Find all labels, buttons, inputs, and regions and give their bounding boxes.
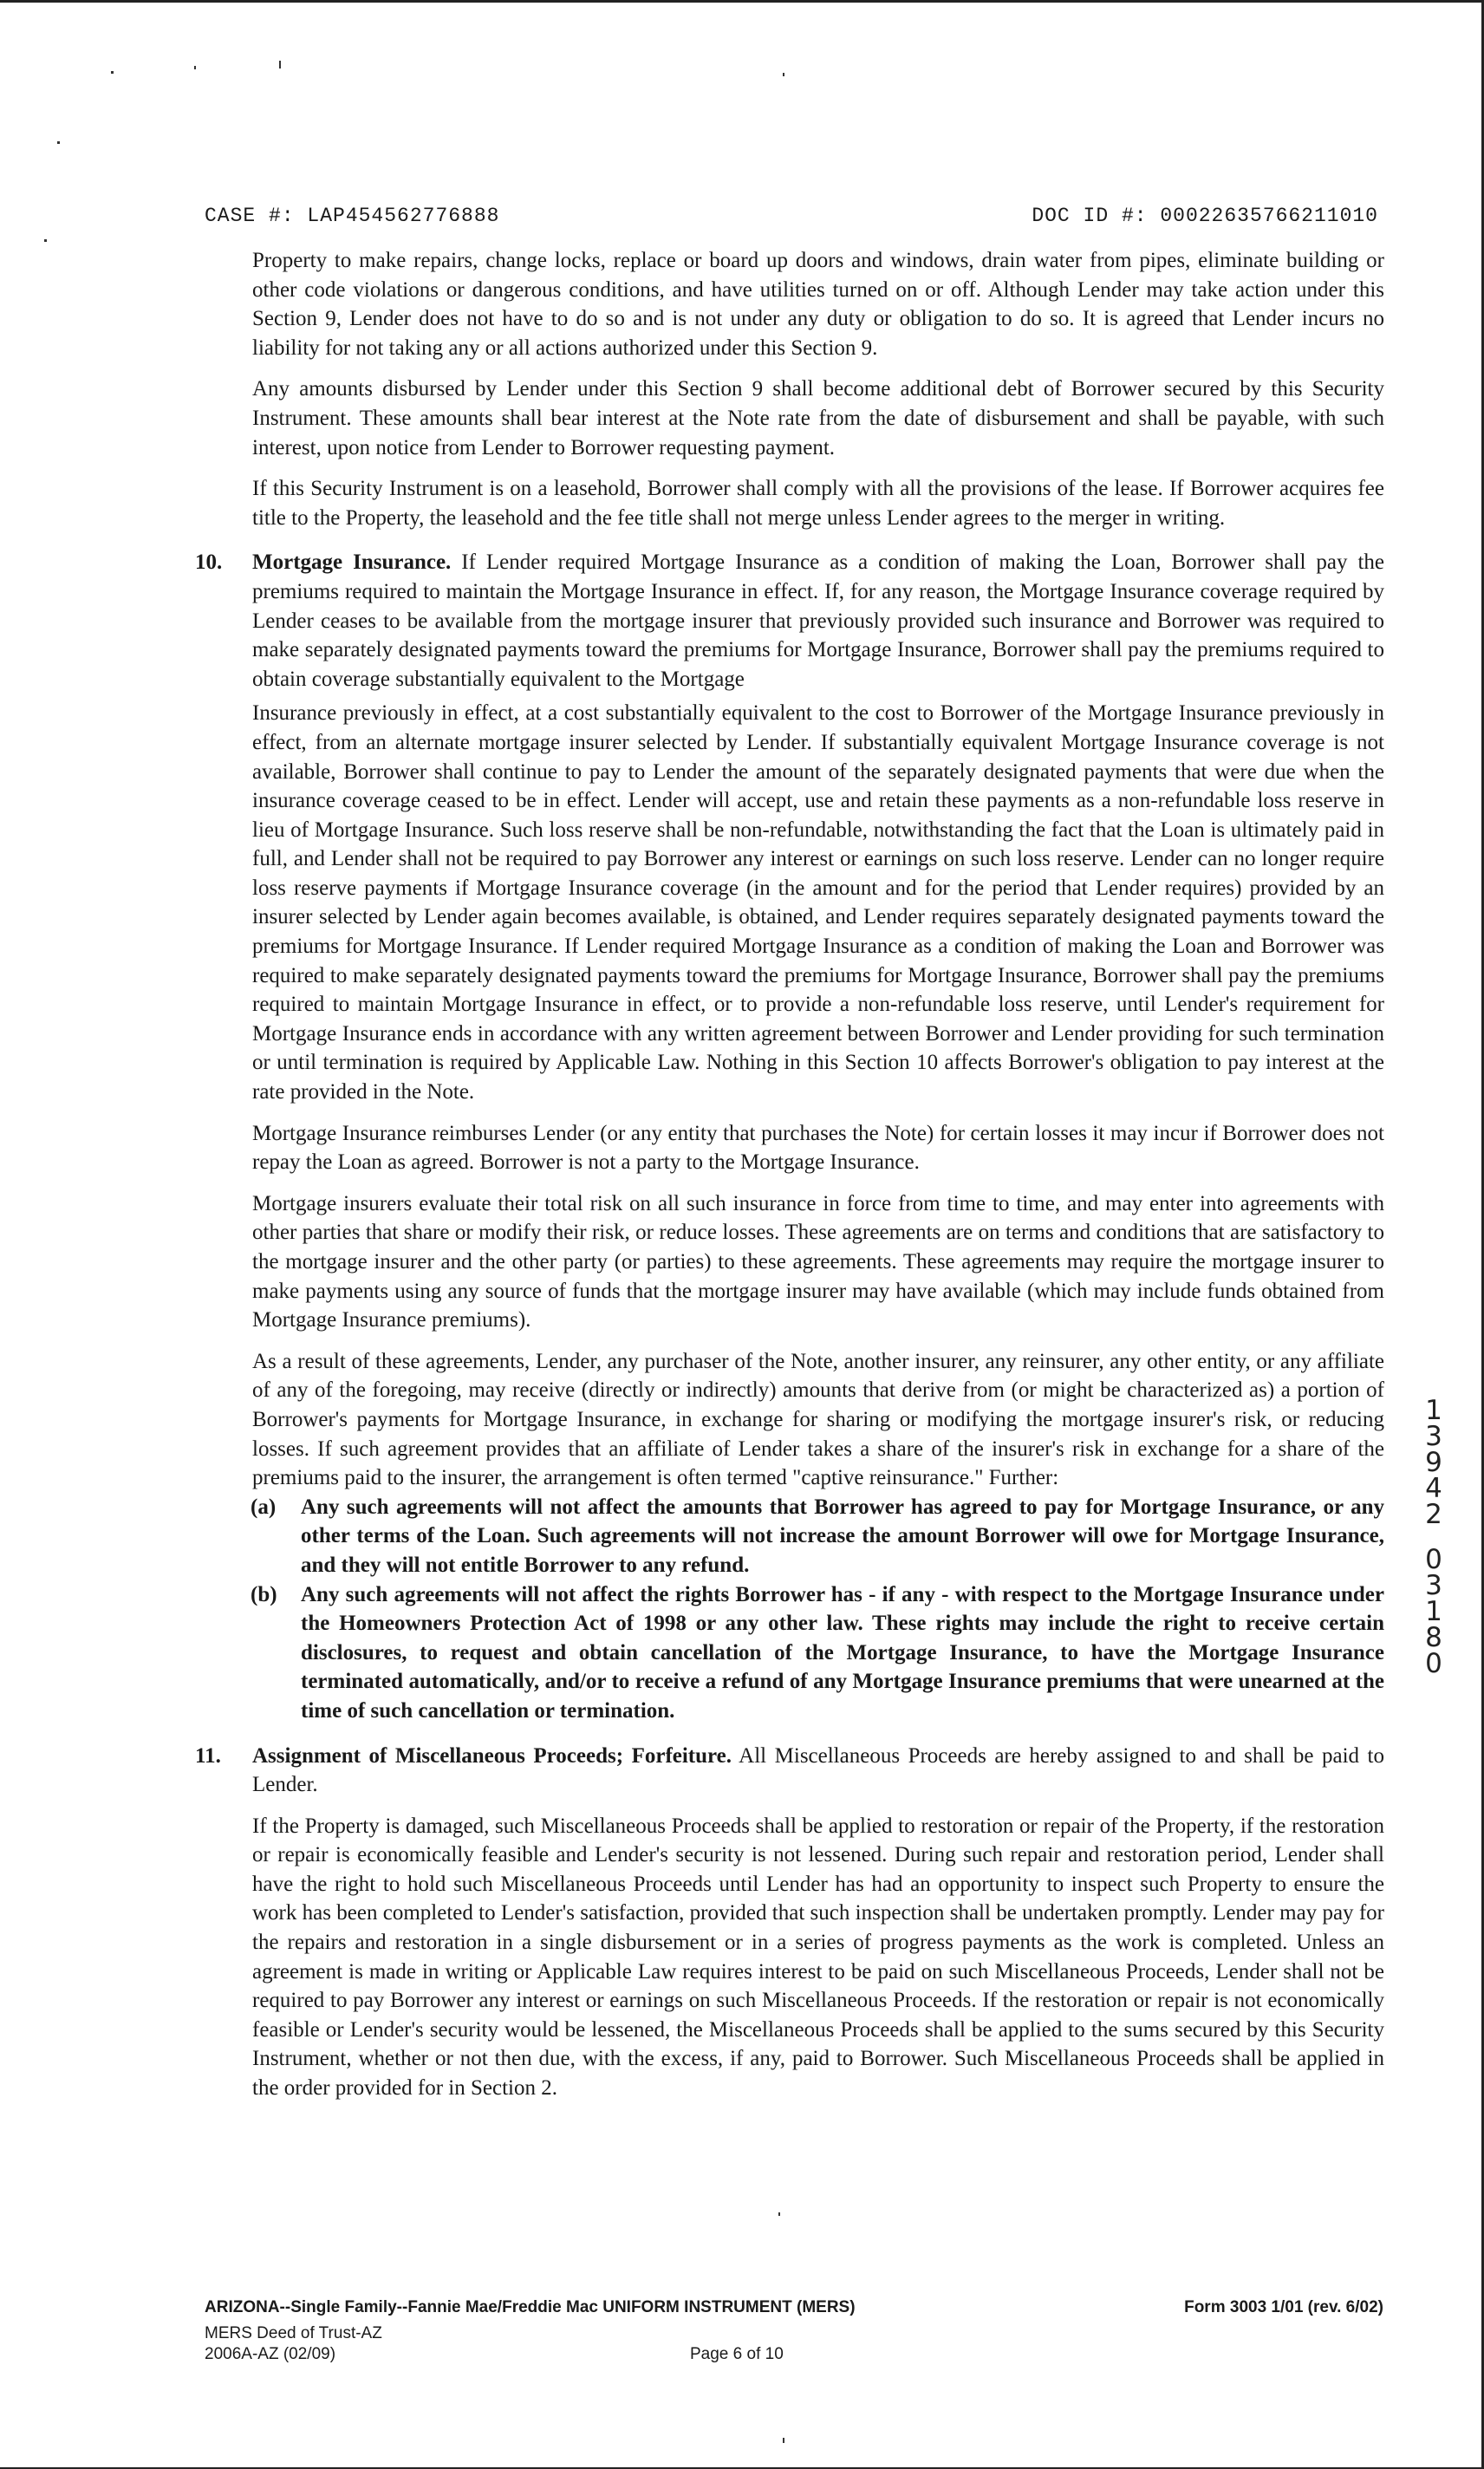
section-text: All Miscellaneous Proceeds are hereby assigned to and shall be paid to Lender. bbox=[252, 1743, 1384, 1797]
clause-label: (a) bbox=[251, 1495, 277, 1519]
section-number: 10. bbox=[195, 550, 223, 575]
scan-speck bbox=[783, 2438, 784, 2443]
recording-stamp bbox=[1416, 1397, 1451, 1696]
section-10 bbox=[195, 548, 1385, 1725]
scan-top-border bbox=[0, 0, 1484, 3]
scan-speck bbox=[57, 141, 60, 144]
stamp-page-number: 0 3 1 8 0 bbox=[1425, 1544, 1442, 1679]
scan-speck bbox=[44, 239, 47, 242]
stamp-book-number: 1 3 9 4 2 bbox=[1425, 1395, 1442, 1530]
scan-speck bbox=[783, 73, 784, 76]
section-10-intro bbox=[252, 548, 1384, 694]
section-10-paragraph: As a result of these agreements, Lender, any purchaser of the Note, another insurer, any reinsurer, any other entity, or any affiliate of any of the foregoing, may receive (directly or indirectly) amounts that derive from (or might be characterized as) a portion of Borrower's payments for Mortgage Insurance, in exchange for sharing or modifying the mortgage insurer's risk, or reducing losses. If such agreement provides that an affiliate of Lender takes a share of the insurer's risk in exchange for a share of the premiums paid to the insurer, the arrangement is often termed "captive reinsurance." Further: bbox=[252, 1349, 1384, 1490]
section-11 bbox=[195, 1742, 1384, 2103]
clause-text: Any such agreements will not affect the amounts that Borrower has agreed to pay for Mortgage Insurance, or any other terms of the Loan. Such agreements will not increase the amount Borrower will owe for Mortgage Insurance, and they will not entitle Borrower to any refund. bbox=[301, 1495, 1384, 1577]
scan-speck bbox=[778, 2212, 780, 2216]
clause-b bbox=[252, 1580, 1384, 1726]
section-10-paragraph: Mortgage insurers evaluate their total risk on all such insurance in force from time to time, and may enter into agreements with other parties that share or modify their risk, or reduce losses. These agreements are on terms and conditions that are satisfactory to the mortgage insurer and the other party (or parties) to these agreements. These agreements may require the mortgage insurer to make payments using any source of funds that the mortgage insurer may have available (which may include funds obtained from Mortgage Insurance premiums). bbox=[252, 1191, 1384, 1332]
document-body bbox=[195, 246, 1385, 2115]
clause-text: Any such agreements will not affect the rights Borrower has - if any - with respect to the Mortgage Insurance under the Homeowners Protection Act of 1998 or any other law. These rights may include the right to receive certain disclosures, to request and obtain cancellation of the Mortgage Insurance, to have the Mortgage Insurance terminated automatically, and/or to receive a refund of any Mortgage Insurance premiums that were unearned at the time of such cancellation or termination. bbox=[301, 1582, 1384, 1723]
case-number: CASE #: LAP454562776888 bbox=[205, 205, 500, 227]
section-9-continuation: Property to make repairs, change locks, replace or board up doors and windows, drain water from pipes, eliminate building or other code violations or dangerous conditions, and have utilities turned on or off. Although Lender may take action under this Section 9, Lender does not have to do so and is not under any duty or obligation to do so. It is agreed that Lender incurs no liability for not taking any or all actions authorized under this Section 9. bbox=[252, 249, 1384, 360]
section-11-paragraph: If the Property is damaged, such Miscellaneous Proceeds shall be applied to restoration or repair of the Property, if the restoration or repair is economically feasible and Lender's security is not lessened. During such repair and restoration period, Lender shall have the right to hold such Miscellaneous Proceeds until Lender has had an opportunity to inspect such Property to ensure the work has been completed to Lender's satisfaction, provided that such inspection shall be undertaken promptly. Lender may pay for the repairs and restoration in a single disbursement or in a series of progress payments as the work is completed. Unless an agreement is made in writing or Applicable Law requires interest to be paid on such Miscellaneous Proceeds, Lender shall not be required to pay Borrower any interest or earnings on such Miscellaneous Proceeds. If the restoration or repair is not economically feasible or Lender's security would be lessened, the Miscellaneous Proceeds shall be applied to the sums secured by this Security Instrument, whether or not then due, with the excess, if any, paid to Borrower. Such Miscellaneous Proceeds shall be applied in the order provided for in Section 2. bbox=[252, 1814, 1384, 2101]
document-footer bbox=[205, 2297, 1383, 2365]
scan-speck bbox=[279, 61, 281, 68]
form-number: Form 3003 1/01 (rev. 6/02) bbox=[1184, 2298, 1383, 2316]
page-number: Page 6 of 10 bbox=[690, 2345, 784, 2363]
clause-a bbox=[252, 1493, 1384, 1580]
section-9-paragraph: If this Security Instrument is on a leasehold, Borrower shall comply with all the provisions of the lease. If Borrower acquires fee title to the Property, the leasehold and the fee title shall not merge unless Lender agrees to the merger in writing. bbox=[252, 477, 1384, 530]
section-title: Mortgage Insurance. bbox=[252, 550, 452, 575]
section-title: Assignment of Miscellaneous Proceeds; Forfeiture. bbox=[252, 1743, 732, 1768]
scan-speck bbox=[194, 66, 196, 69]
section-10-paragraph: Mortgage Insurance reimburses Lender (or any entity that purchases the Note) for certain losses it may incur if Borrower does not repay the Loan as agreed. Borrower is not a party to the Mortgage Insurance. bbox=[252, 1121, 1384, 1175]
scan-speck bbox=[111, 71, 114, 74]
form-subtitle: MERS Deed of Trust-AZ bbox=[205, 2324, 382, 2342]
section-number: 11. bbox=[195, 1743, 221, 1768]
section-11-intro bbox=[252, 1742, 1384, 1800]
section-text: If Lender required Mortgage Insurance as a condition of making the Loan, Borrower shall pay the premiums required to maintain the Mortgage Insurance in effect. If, for any reason, the Mortgage Insurance coverage required by Lender ceases to be available from the mortgage insurer that previously provided such insurance and Borrower was required to make separately designated payments toward the premiums for Mortgage Insurance, Borrower shall pay the premiums required to obtain coverage substantially equivalent to the Mortgage bbox=[252, 550, 1385, 691]
form-version: 2006A-AZ (02/09) bbox=[205, 2345, 336, 2363]
form-title: ARIZONA--Single Family--Fannie Mae/Freddie Mac UNIFORM INSTRUMENT (MERS) bbox=[205, 2298, 856, 2316]
section-10-paragraph: Insurance previously in effect, at a cost substantially equivalent to the cost to Borrower of the Mortgage Insurance previously in effect, from an alternate mortgage insurer selected by Lender. If substantially equivalent Mortgage Insurance coverage is not available, Borrower shall continue to pay to Lender the amount of the separately designated payments that were due when the insurance coverage ceased to be in effect. Lender will accept, use and retain these payments as a non-refundable loss reserve in lieu of Mortgage Insurance. Such loss reserve shall be non-refundable, notwithstanding the fact that the Loan is ultimately paid in full, and Lender shall not be required to pay Borrower any interest or earnings on such loss reserve. Lender can no longer require loss reserve payments if Mortgage Insurance coverage (in the amount and for the period that Lender requires) provided by an insurer selected by Lender again becomes available, is obtained, and Lender requires separately designated payments toward the premiums for Mortgage Insurance. If Lender required Mortgage Insurance as a condition of making the Loan and Borrower was required to make separately designated payments toward the premiums for Mortgage Insurance, Borrower shall pay the premiums required to maintain Mortgage Insurance in effect, or to provide a non-refundable loss reserve, until Lender's requirement for Mortgage Insurance ends in accordance with any written agreement between Borrower and Lender providing for such termination or until termination is required by Applicable Law. Nothing in this Section 10 affects Borrower's obligation to pay interest at the rate provided in the Note. bbox=[252, 701, 1384, 1104]
clause-label: (b) bbox=[251, 1582, 277, 1606]
section-9-paragraph: Any amounts disbursed by Lender under this Section 9 shall become additional debt of Borrower secured by this Security Instrument. These amounts shall bear interest at the Note rate from the date of disbursement and shall be payable, with such interest, upon notice from Lender to Borrower requesting payment. bbox=[252, 377, 1384, 459]
doc-id: DOC ID #: 00022635766211010 bbox=[1032, 205, 1378, 227]
